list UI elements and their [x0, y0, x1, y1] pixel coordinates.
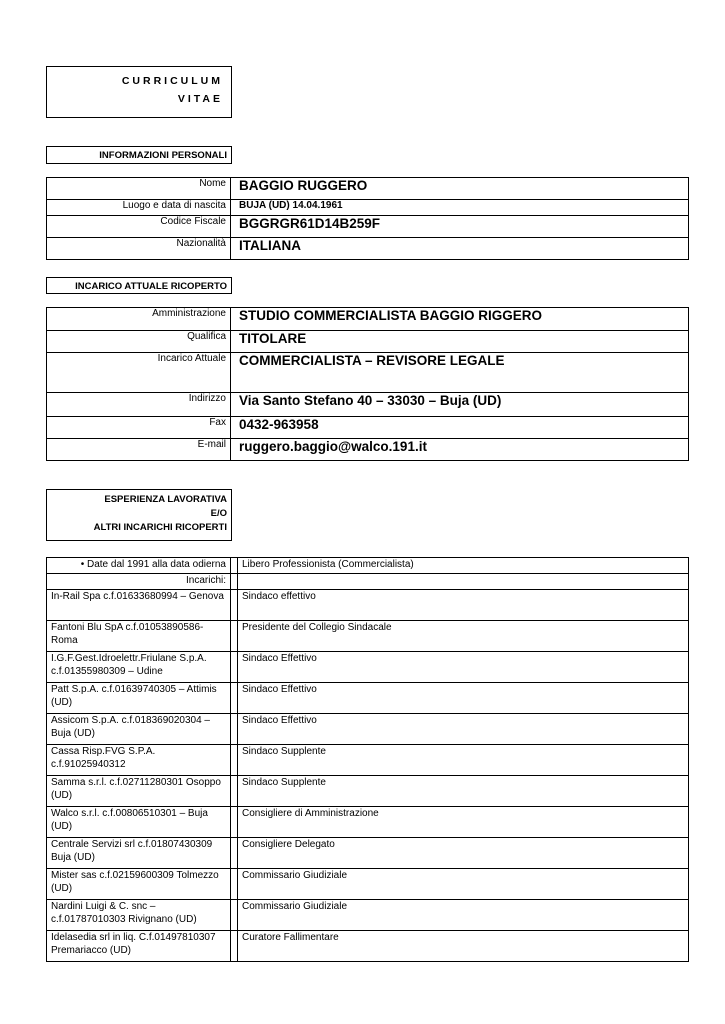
experience-role: Sindaco Effettivo	[238, 652, 689, 683]
personal-label: Nome	[47, 178, 231, 200]
personal-row	[47, 178, 689, 200]
experience-row	[47, 807, 689, 838]
experience-date-label: • Date dal 1991 alla data odierna	[47, 558, 231, 574]
personal-row	[47, 238, 689, 260]
experience-row	[47, 558, 689, 574]
experience-company: Idelasedia srl in liq. C.f.01497810307 Premariacco (UD)	[47, 931, 231, 962]
experience-spacer	[231, 652, 238, 683]
experience-date-value: Libero Professionista (Commercialista)	[238, 558, 689, 574]
role-label: E-mail	[47, 439, 231, 461]
role-value: COMMERCIALISTA – REVISORE LEGALE	[231, 353, 689, 393]
role-value: STUDIO COMMERCIALISTA BAGGIO RIGGERO	[231, 308, 689, 331]
personal-info-table	[46, 177, 689, 260]
experience-role: Sindaco Supplente	[238, 776, 689, 807]
experience-role: Presidente del Collegio Sindacale	[238, 621, 689, 652]
experience-row	[47, 621, 689, 652]
section-personal-info-label: INFORMAZIONI PERSONALI	[99, 150, 227, 161]
experience-role: Sindaco Supplente	[238, 745, 689, 776]
experience-company: Fantoni Blu SpA c.f.01053890586- Roma	[47, 621, 231, 652]
experience-spacer	[231, 776, 238, 807]
experience-row	[47, 776, 689, 807]
experience-company: Patt S.p.A. c.f.01639740305 – Attimis (UD)	[47, 683, 231, 714]
experience-spacer	[231, 838, 238, 869]
personal-label: Nazionalità	[47, 238, 231, 260]
section-experience-line1: ESPERIENZA LAVORATIVA	[104, 494, 227, 505]
experience-company: Mister sas c.f.02159600309 Tolmezzo (UD)	[47, 869, 231, 900]
role-row	[47, 439, 689, 461]
role-label: Amministrazione	[47, 308, 231, 331]
role-label: Fax	[47, 417, 231, 439]
experience-spacer	[231, 558, 238, 574]
experience-role: Sindaco Effettivo	[238, 714, 689, 745]
experience-spacer	[231, 621, 238, 652]
experience-company: In-Rail Spa c.f.01633680994 – Genova	[47, 590, 231, 621]
experience-spacer	[231, 590, 238, 621]
personal-label: Luogo e data di nascita	[47, 200, 231, 216]
section-personal-info	[46, 146, 232, 164]
role-row	[47, 353, 689, 393]
experience-spacer	[231, 931, 238, 962]
cv-title-line2: VITAE	[177, 93, 223, 105]
personal-value: BAGGIO RUGGERO	[231, 178, 689, 200]
experience-table	[46, 557, 689, 962]
role-row	[47, 331, 689, 353]
experience-spacer	[231, 745, 238, 776]
cv-title-line1: CURRICULUM	[121, 75, 223, 87]
experience-company: Walco s.r.l. c.f.00806510301 – Buja (UD)	[47, 807, 231, 838]
section-experience	[46, 489, 232, 541]
experience-role: Commissario Giudiziale	[238, 900, 689, 931]
section-current-role-label: INCARICO ATTUALE RICOPERTO	[75, 281, 227, 292]
experience-company: Nardini Luigi & C. snc – c.f.01787010303 Rivignano (UD)	[47, 900, 231, 931]
experience-row	[47, 590, 689, 621]
role-value: TITOLARE	[231, 331, 689, 353]
personal-label: Codice Fiscale	[47, 216, 231, 238]
experience-company: Cassa Risp.FVG S.P.A. c.f.91025940312	[47, 745, 231, 776]
role-row	[47, 308, 689, 331]
section-experience-line2: E/O	[210, 508, 227, 519]
role-label: Incarico Attuale	[47, 353, 231, 393]
experience-company: Centrale Servizi srl c.f.01807430309 Buja (UD)	[47, 838, 231, 869]
experience-spacer	[231, 869, 238, 900]
experience-row	[47, 683, 689, 714]
section-current-role	[46, 277, 232, 294]
experience-spacer	[231, 683, 238, 714]
experience-row	[47, 838, 689, 869]
experience-role: Commissario Giudiziale	[238, 869, 689, 900]
section-experience-line3: ALTRI INCARICHI RICOPERTI	[93, 522, 227, 533]
experience-spacer	[231, 807, 238, 838]
experience-row	[47, 652, 689, 683]
experience-role: Sindaco Effettivo	[238, 683, 689, 714]
experience-row	[47, 714, 689, 745]
experience-row	[47, 869, 689, 900]
experience-row	[47, 931, 689, 962]
experience-role: Sindaco effettivo	[238, 590, 689, 621]
personal-row	[47, 216, 689, 238]
experience-spacer	[231, 900, 238, 931]
experience-company: I.G.F.Gest.Idroelettr.Friulane S.p.A. c.f.01355980309 – Udine	[47, 652, 231, 683]
experience-role: Consigliere di Amministrazione	[238, 807, 689, 838]
role-value: 0432-963958	[231, 417, 689, 439]
personal-value: BGGRGR61D14B259F	[231, 216, 689, 238]
experience-spacer	[231, 574, 238, 590]
role-value: ruggero.baggio@walco.191.it	[231, 439, 689, 461]
role-label: Qualifica	[47, 331, 231, 353]
experience-role: Consigliere Delegato	[238, 838, 689, 869]
experience-role: Curatore Fallimentare	[238, 931, 689, 962]
experience-spacer	[231, 714, 238, 745]
cv-title-box	[46, 66, 232, 118]
experience-row	[47, 745, 689, 776]
personal-value: BUJA (UD) 14.04.1961	[231, 200, 689, 216]
role-row	[47, 417, 689, 439]
experience-row	[47, 574, 689, 590]
personal-row	[47, 200, 689, 216]
role-value: Via Santo Stefano 40 – 33030 – Buja (UD)	[231, 393, 689, 417]
experience-company: Samma s.r.l. c.f.02711280301 Osoppo (UD)	[47, 776, 231, 807]
experience-company: Assicom S.p.A. c.f.018369020304 – Buja (UD)	[47, 714, 231, 745]
role-row	[47, 393, 689, 417]
experience-incarichi-label: Incarichi:	[47, 574, 231, 590]
personal-value: ITALIANA	[231, 238, 689, 260]
experience-row	[47, 900, 689, 931]
current-role-table	[46, 307, 689, 461]
role-label: Indirizzo	[47, 393, 231, 417]
experience-empty	[238, 574, 689, 590]
